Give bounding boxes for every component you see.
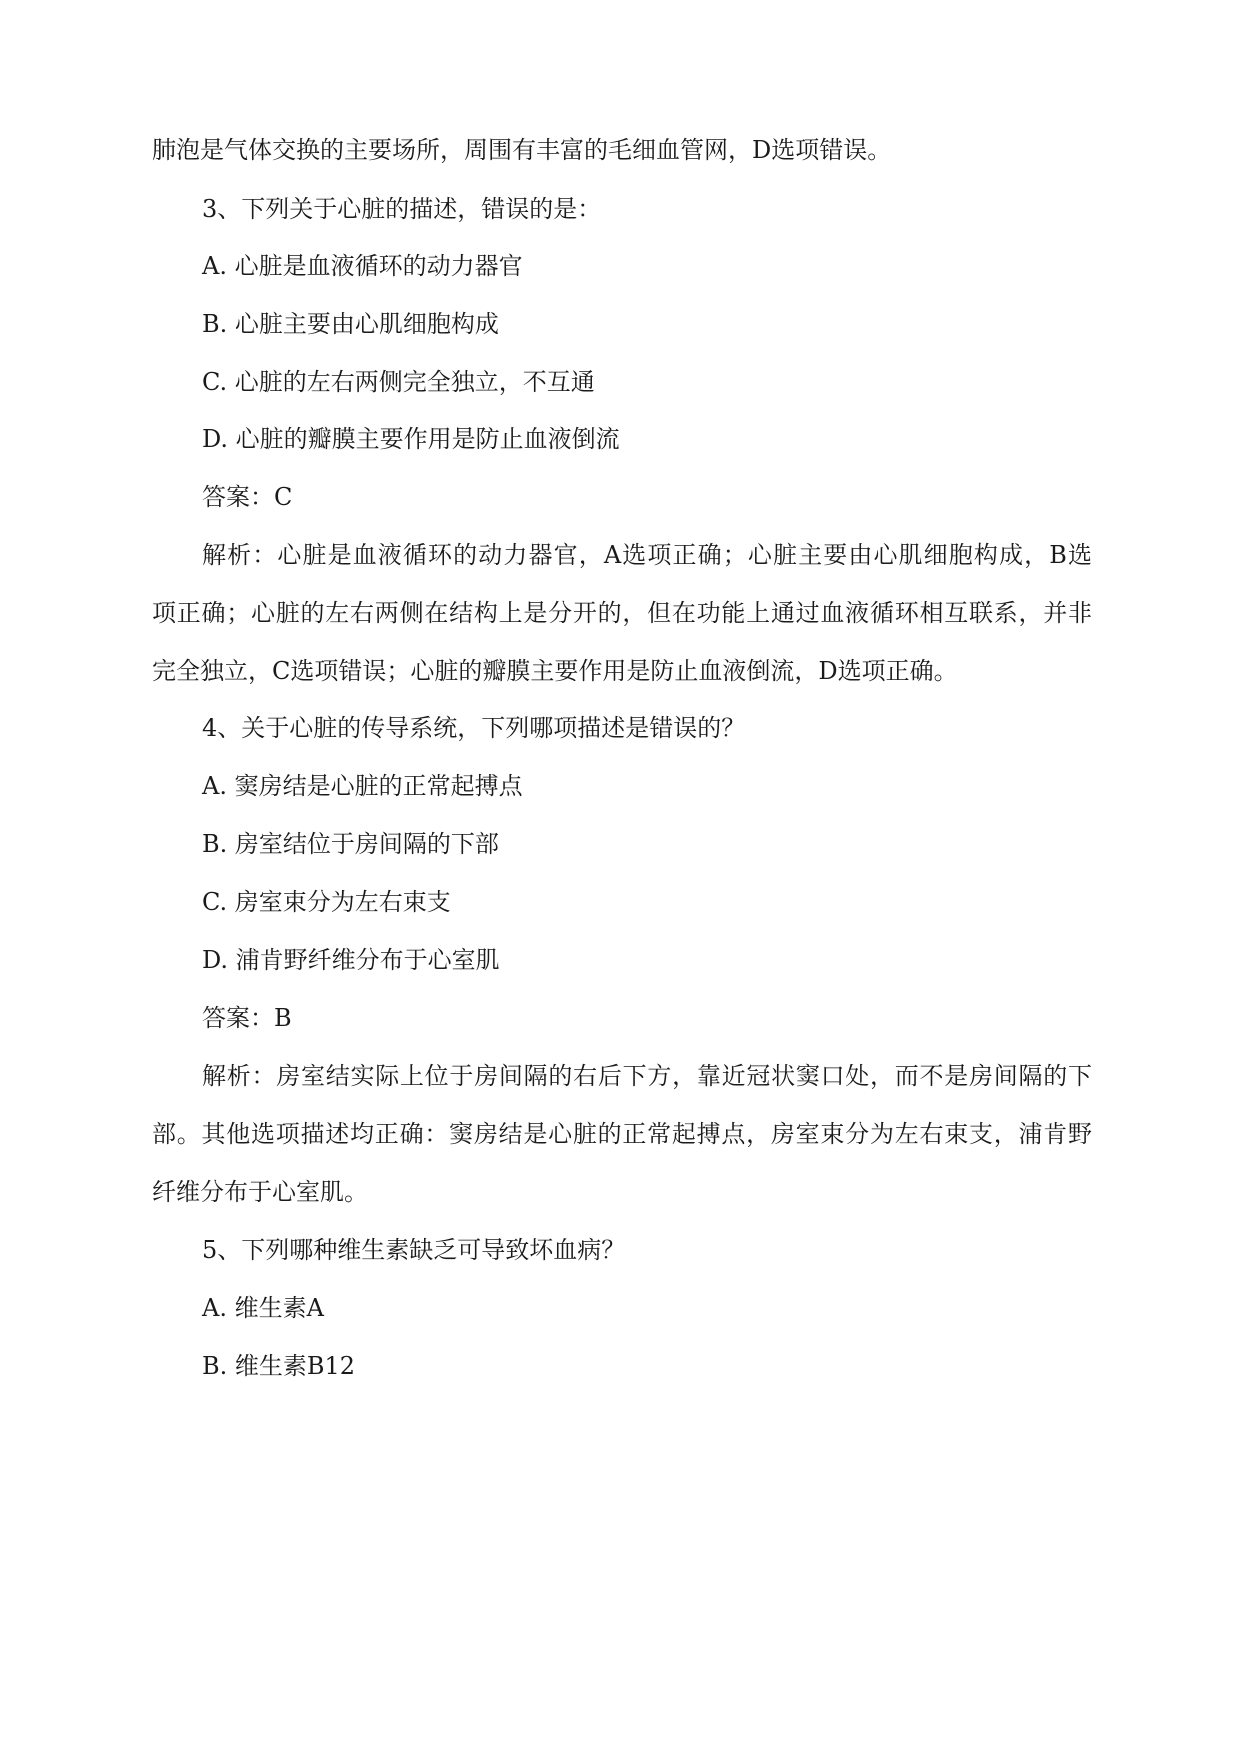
q3-option-a: A. 心脏是血液循环的动力器官 (202, 252, 523, 280)
q4-analysis-line-2: 部。其他选项描述均正确：窦房结是心脏的正常起搏点，房室束分为左右束支，浦肯野 (152, 1120, 1092, 1148)
q4-option-c: C. 房室束分为左右束支 (202, 888, 451, 916)
q3-option-c: C. 心脏的左右两侧完全独立，不互通 (202, 368, 595, 396)
q4-analysis-line-3: 纤维分布于心室肌。 (152, 1178, 368, 1206)
q5-option-a: A. 维生素A (202, 1294, 324, 1322)
q3-option-d: D. 心脏的瓣膜主要作用是防止血液倒流 (202, 425, 620, 453)
q4-question: 4、关于心脏的传导系统，下列哪项描述是错误的？ (202, 714, 746, 742)
q3-analysis-line-2: 项正确；心脏的左右两侧在结构上是分开的，但在功能上通过血液循环相互联系，并非 (152, 599, 1092, 627)
q4-option-d: D. 浦肯野纤维分布于心室肌 (202, 946, 500, 974)
q5-question: 5、下列哪种维生素缺乏可导致坏血病？ (202, 1236, 626, 1264)
q3-analysis-line-3: 完全独立，C选项错误；心脏的瓣膜主要作用是防止血液倒流，D选项正确。 (152, 657, 958, 685)
q4-option-a: A. 窦房结是心脏的正常起搏点 (202, 772, 523, 800)
q4-analysis-line-1: 解析：房室结实际上位于房间隔的右后下方，靠近冠状窦口处，而不是房间隔的下 (202, 1062, 1092, 1090)
q5-option-b: B. 维生素B12 (202, 1352, 356, 1380)
q3-analysis-line-1: 解析：心脏是血液循环的动力器官，A选项正确；心脏主要由心肌细胞构成，B选 (202, 541, 1092, 569)
q3-answer: 答案：C (202, 483, 293, 511)
q3-option-b: B. 心脏主要由心肌细胞构成 (202, 310, 499, 338)
q3-question: 3、下列关于心脏的描述，错误的是： (202, 195, 602, 223)
intro-text: 肺泡是气体交换的主要场所，周围有丰富的毛细血管网，D选项错误。 (152, 136, 892, 164)
q4-option-b: B. 房室结位于房间隔的下部 (202, 830, 499, 858)
q4-answer: 答案：B (202, 1004, 292, 1032)
